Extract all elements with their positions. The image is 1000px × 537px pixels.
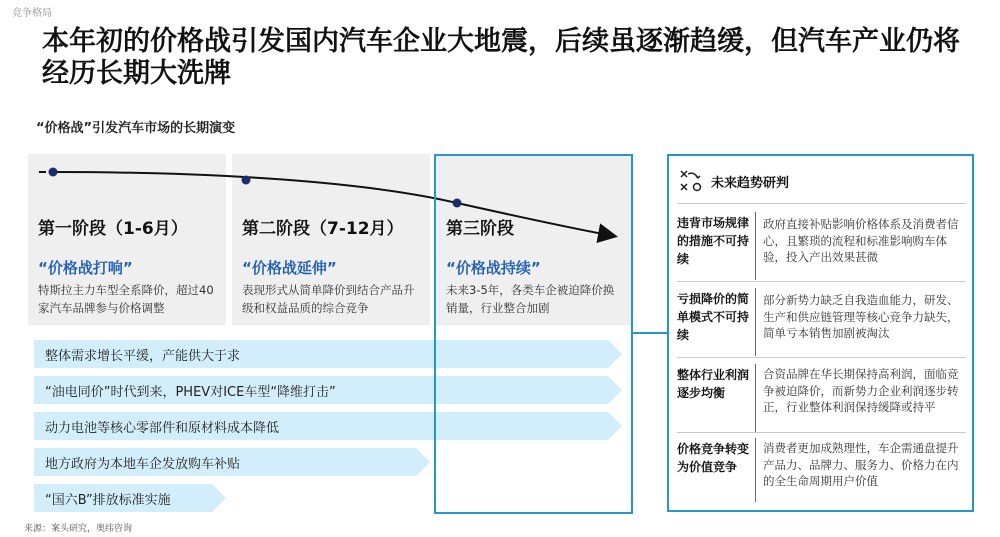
stage-3-desc: 未来3-5年，各类车企被迫降价换销量，行业整合加剧 (446, 283, 615, 315)
chart-subtitle: “价格战”引发汽车市场的长期演变 (36, 121, 236, 136)
stage-1-theme: “价格战打响” (38, 259, 133, 277)
trend-label-4: 价格竞争转变为价值竞争 (677, 442, 750, 474)
stage-1-desc: 特斯拉主力车型全系降价，超过40家汽车品牌参与价格调整 (38, 283, 214, 315)
strategy-play-icon (679, 169, 703, 193)
trend-text-2: 部分新势力缺乏自我造血能力，研发、生产和供应链管理等核心竞争力缺失，简单亏本销售加剧被淘汰 (763, 293, 959, 340)
driver-label-5: “国六B”排放标准实施 (45, 492, 171, 508)
stage-3-highlight-frame (434, 154, 633, 514)
panel-divider (677, 432, 966, 433)
connector-line (633, 332, 667, 334)
stage-3-name: 第三阶段 (446, 219, 514, 239)
trend-panel (667, 154, 974, 512)
row-divider-3 (755, 364, 756, 432)
trend-label-2: 亏损降价的简单模式不可持续 (677, 292, 750, 342)
panel-divider (677, 281, 966, 282)
row-divider-2 (755, 288, 756, 356)
stage-1-name: 第一阶段（1-6月） (38, 219, 188, 239)
stage-3-theme: “价格战持续” (446, 259, 541, 277)
stage-2-desc: 表现形式从简单降价到结合产品升级和权益品质的综合竞争 (242, 283, 415, 315)
trend-text-4: 消费者更加成熟理性，车企需通盘提升产品力、品牌力、服务力、价格力在内的全生命周期用户价值 (763, 441, 959, 488)
driver-arrow-4 (34, 448, 430, 476)
panel-divider-top (677, 203, 966, 204)
trend-label-3: 整体行业利润逐步均衡 (677, 368, 750, 400)
page-title: 本年初的价格战引发国内汽车企业大地震，后续虽逐渐趋缓，但汽车产业仍将经历长期大洗牌 (42, 26, 960, 89)
driver-label-3: 动力电池等核心零部件和原材料成本降低 (45, 420, 280, 436)
row-divider-4 (755, 438, 756, 502)
panel-heading: 未来趋势研判 (711, 176, 790, 191)
row-divider-1 (755, 212, 756, 280)
section-tag: 竞争格局 (12, 8, 52, 19)
trend-text-1: 政府直接补贴影响价格体系及消费者信心，且繁琐的流程和标准影响购车体验，投入产出效果甚微 (763, 217, 959, 264)
panel-divider (677, 357, 966, 358)
stage-2-theme: “价格战延伸” (242, 259, 337, 277)
trend-text-3: 合资品牌在华长期保持高利润，面临竞争被迫降价，而新势力企业利润逐步转正，行业整体利润保持缓降或持平 (763, 367, 959, 414)
trend-label-1: 违背市场规律的措施不可持续 (677, 216, 750, 266)
driver-label-4: 地方政府为本地车企发放购车补贴 (45, 456, 241, 472)
timeline-dot-stage-2 (242, 176, 251, 185)
source-note: 来源：案头研究，奥纬咨询 (24, 524, 133, 534)
driver-label-1: 整体需求增长平缓，产能供大于求 (45, 348, 241, 364)
driver-label-2: “油电同价”时代到来，PHEV对ICE车型“降维打击” (45, 384, 336, 400)
stage-2-name: 第二阶段（7-12月） (242, 219, 404, 239)
timeline-dot-stage-1 (49, 168, 58, 177)
driver-arrow-5 (34, 484, 226, 512)
